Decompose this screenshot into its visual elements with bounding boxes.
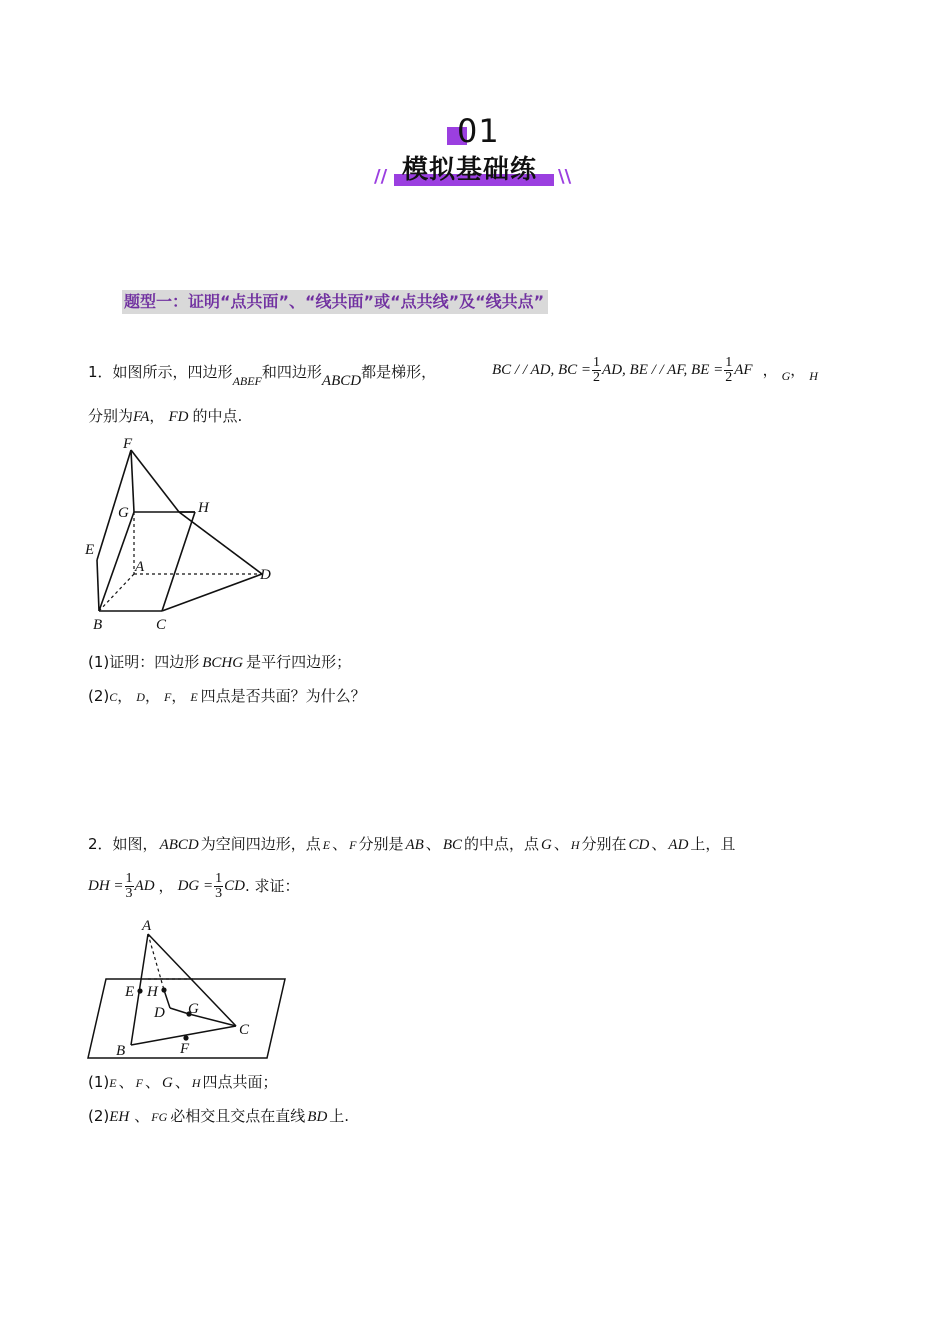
q2-part1 [88,1072,278,1093]
q1-math-abcd: ABCD [321,373,362,389]
fraction-half: $\frac{1}{2}$ [593,354,601,385]
q2-text: . 求证： [244,877,300,895]
q2-line2 [88,864,300,908]
punct: 、 [332,835,348,853]
q1-math-abef: ABEF [232,374,262,388]
label-a: A [135,559,145,575]
math-e: E [190,690,198,704]
section-number: 01 [457,112,500,150]
math-cd: CD [628,837,650,853]
math-bc: BC [442,837,462,853]
point-e [137,988,142,993]
punct: 、 [425,835,441,853]
math-e: E [109,1076,117,1090]
q2-part2 [88,1106,349,1127]
q2-text: 上，且 [690,835,736,853]
label-c: C [239,1022,250,1038]
math-fd: FD [168,409,189,425]
q2-number: 2． [88,835,113,853]
math-fa: FA [133,409,150,425]
label-e: E [125,984,135,1000]
q2-text: 分别在 [581,835,627,853]
punct: 、 [134,1107,150,1125]
q2-text: (1) [88,1073,110,1091]
q1-part2 [88,686,366,707]
point-f [183,1035,188,1040]
q2-text: (2) [88,1107,110,1125]
math-f: F [135,1076,143,1090]
q1-text: (2) [88,687,110,705]
formula-part: AD, BE / / AF, BE = [602,362,724,378]
q2-text: 如图， [112,835,158,853]
q2-text: 上. [329,1107,350,1125]
punct: 、 [651,835,667,853]
q1-line2 [88,406,242,427]
math-g: G [781,369,791,383]
math-ad: AD [668,837,689,853]
math-abcd: ABCD [159,837,199,853]
question-type-heading: 题型一：证明“点共面”、“线共面”或“点共线”及“线共点” [122,290,548,314]
slash-decoration-left: // [374,166,388,187]
label-g: G [188,1001,199,1017]
q2-text: 分别是 [358,835,404,853]
label-h: H [147,984,158,1000]
label-f: F [180,1041,190,1057]
punct: ， [171,687,187,705]
q1-text: 是平行四边形； [246,653,352,671]
punct: 、 [144,1073,160,1091]
q2-line1 [88,834,735,855]
section-heading [372,152,578,194]
formula-cd: CD [224,878,245,894]
label-b: B [93,617,103,633]
math-eh: EH [109,1109,130,1125]
math-bd: BD [307,1109,328,1125]
math-ab: AB [405,837,424,853]
math-c: C [109,690,118,704]
math-f: F [163,690,172,704]
q1-text: (1)证明：四边形 [88,653,200,671]
formula-part: BC / / AD, BC = [492,362,592,378]
q1-number: 1． [88,363,113,381]
q1-text: 分别为 [88,407,134,425]
label-h: H [198,500,209,516]
label-g: G [118,505,129,521]
punct: ， [144,687,160,705]
section-number-badge [443,113,507,153]
q2-text: 必相交且交点在直线 [170,1107,306,1125]
slash-decoration-right: \\ [558,166,572,187]
q1-condition-formula [492,348,818,392]
math-d: D [136,690,145,704]
punct: ， [790,361,806,379]
q1-text: 的中点. [192,407,243,425]
math-e: E [322,838,331,852]
figure-1-solid [82,430,282,635]
formula-dh: DH = [88,878,124,894]
math-h: H [570,838,580,852]
math-g: G [541,837,552,853]
punct: 、 [118,1073,134,1091]
punct: ， [762,361,778,379]
punct: ， [158,877,174,895]
math-h: H [191,1076,201,1090]
punct: ， [149,407,165,425]
punct: ， [117,687,133,705]
fraction-third: $\frac{1}{3}$ [215,870,223,901]
label-d: D [154,1005,165,1021]
label-e: E [85,542,95,558]
q2-text: 为空间四边形，点 [200,835,321,853]
formula-dg: DG = [177,878,214,894]
q1-text: 四点是否共面？为什么？ [200,687,366,705]
heading-title: 模拟基础练 [402,155,538,185]
label-a: A [142,918,152,934]
math-fg: FG [151,1110,168,1124]
label-c: C [156,617,167,633]
punct: 、 [553,835,569,853]
label-d: D [260,567,271,583]
label-f: F [123,436,133,452]
q1-part1 [88,652,351,673]
point-h [161,987,166,992]
math-g: G [161,1075,173,1091]
q2-text: 四点共面； [202,1073,278,1091]
math-bchg: BCHG [202,655,244,671]
q2-text: 的中点，点 [463,835,539,853]
figure-2-spatial-quadrilateral [84,916,294,1062]
formula-part: AF [734,362,753,378]
label-b: B [116,1043,126,1059]
q1-text: 如图所示，四边形 [112,363,233,381]
q1-text: 和四边形 [261,363,322,381]
math-f: F [349,838,357,852]
math-h: H [809,369,818,383]
formula-ad: AD [134,878,155,894]
q1-text: 都是梯形， [361,363,437,381]
punct: 、 [174,1073,190,1091]
fraction-third: $\frac{1}{3}$ [125,870,133,901]
fraction-half: $\frac{1}{2}$ [725,354,733,385]
q1-line1 [88,358,436,398]
